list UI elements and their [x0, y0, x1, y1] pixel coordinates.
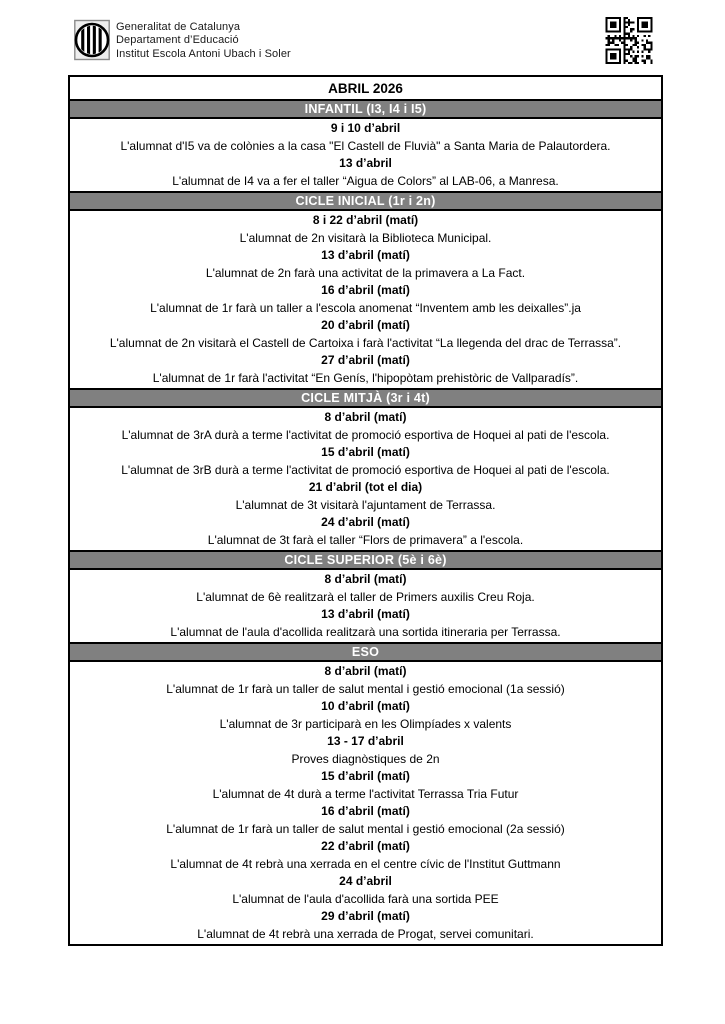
- event-description: L'alumnat de 4t durà a terme l'activitat Terrassa Tria Futur: [212, 786, 519, 801]
- section-content: [70, 570, 661, 642]
- event-date: 13 d’abril (matí): [321, 607, 410, 621]
- event-description: L'alumnat de 1r farà un taller de salut mental i gestió emocional (2a sessió): [166, 821, 565, 836]
- event-description: L'alumnat de 6è realitzarà el taller de Primers auxilis Creu Roja.: [196, 589, 535, 604]
- generalitat-crest-icon: [74, 19, 110, 61]
- section-content: [70, 119, 661, 191]
- section-header: CICLE SUPERIOR (5è i 6è): [70, 550, 661, 570]
- event-date: 10 d’abril (matí): [321, 699, 410, 713]
- org-line-department: Departament d’Educació: [116, 34, 239, 47]
- event-description: L'alumnat de 1r farà l'activitat “En Genís, l'hipopòtam prehistòric de Vallparadís”.: [152, 370, 579, 385]
- event-description: L'alumnat de 4t rebrà una xerrada en el centre cívic de l'Institut Guttmann: [170, 856, 561, 871]
- event-date: 29 d’abril (matí): [321, 909, 410, 923]
- event-date: 22 d’abril (matí): [321, 839, 410, 853]
- event-description: L'alumnat de l'aula d'acollida farà una sortida PEE: [232, 891, 499, 906]
- event-date: 24 d’abril: [339, 874, 392, 888]
- event-date: 20 d’abril (matí): [321, 318, 410, 332]
- event-date: 8 d’abril (matí): [324, 410, 407, 424]
- event-date: 24 d’abril (matí): [321, 515, 410, 529]
- section-header: ESO: [70, 642, 661, 662]
- event-description: L'alumnat de 4t rebrà una xerrada de Progat, servei comunitari.: [197, 926, 534, 941]
- event-date: 15 d’abril (matí): [321, 445, 410, 459]
- event-description: L'alumnat de 2n farà una activitat de la primavera a La Fact.: [205, 265, 526, 280]
- section-content: [70, 408, 661, 550]
- event-date: 13 d’abril (matí): [321, 248, 410, 262]
- document-header: [74, 19, 291, 61]
- calendar-title: ABRIL 2026: [328, 81, 403, 96]
- event-description: L'alumnat de 3rA durà a terme l'activitat de promoció esportiva de Hoquei al pati de l'escola.: [121, 427, 610, 442]
- event-description: L'alumnat de 3t farà el taller “Flors de primavera” a l'escola.: [207, 532, 524, 547]
- org-line-authority: Generalitat de Catalunya: [116, 21, 241, 33]
- event-date: 13 d’abril: [339, 156, 392, 170]
- event-date: 9 i 10 d’abril: [330, 121, 401, 135]
- event-date: 8 d’abril (matí): [324, 572, 407, 586]
- calendar-table: [68, 75, 663, 946]
- event-date: 16 d’abril (matí): [321, 804, 410, 818]
- qr-code: [604, 17, 654, 64]
- section-content: [70, 211, 661, 388]
- event-date: 27 d’abril (matí): [321, 353, 410, 367]
- event-description: L'alumnat de 3t visitarà l'ajuntament de Terrassa.: [235, 497, 496, 512]
- event-description: L'alumnat de 2n visitarà la Biblioteca Municipal.: [239, 230, 492, 245]
- event-description: L'alumnat de 3r participarà en les Olimpíades x valents: [219, 716, 512, 731]
- event-description: L'alumnat de I4 va a fer el taller “Aigua de Colors” al LAB-06, a Manresa.: [172, 173, 559, 188]
- section-header: INFANTIL (I3, I4 i I5): [70, 99, 661, 119]
- calendar-sections: [70, 99, 661, 944]
- event-date: 21 d’abril (tot el dia): [308, 480, 423, 494]
- section-header: CICLE INICIAL (1r i 2n): [70, 191, 661, 211]
- section-content: [70, 662, 661, 944]
- event-date: 16 d’abril (matí): [321, 283, 410, 297]
- event-date: 8 d’abril (matí): [324, 664, 407, 678]
- event-description: L'alumnat de l'aula d'acollida realitzarà una sortida itineraria per Terrassa.: [170, 624, 561, 639]
- event-description: L'alumnat de 1r farà un taller de salut mental i gestió emocional (1a sessió): [166, 681, 565, 696]
- event-description: L'alumnat de 1r farà un taller a l'escola anomenat “Inventem amb les deixalles”.ja: [150, 300, 581, 315]
- org-lines: [116, 19, 291, 61]
- org-line-school: Institut Escola Antoni Ubach i Soler: [116, 47, 291, 60]
- event-description: L'alumnat de 2n visitarà el Castell de Cartoixa i farà l'activitat “La llegenda del drac de Terrassa”.: [109, 335, 622, 350]
- event-description: L'alumnat de 3rB durà a terme l'activitat de promoció esportiva de Hoquei al pati de l'escola.: [121, 462, 610, 477]
- event-date: 15 d’abril (matí): [321, 769, 410, 783]
- section-header: CICLE MITJÀ (3r i 4t): [70, 388, 661, 408]
- event-description: L'alumnat d'I5 va de colònies a la casa "El Castell de Fluvià" a Santa Maria de Palautordera.: [120, 138, 611, 153]
- event-description: Proves diagnòstiques de 2n: [291, 751, 440, 766]
- event-date: 8 i 22 d’abril (matí): [312, 213, 419, 227]
- event-date: 13 - 17 d’abril: [327, 734, 404, 748]
